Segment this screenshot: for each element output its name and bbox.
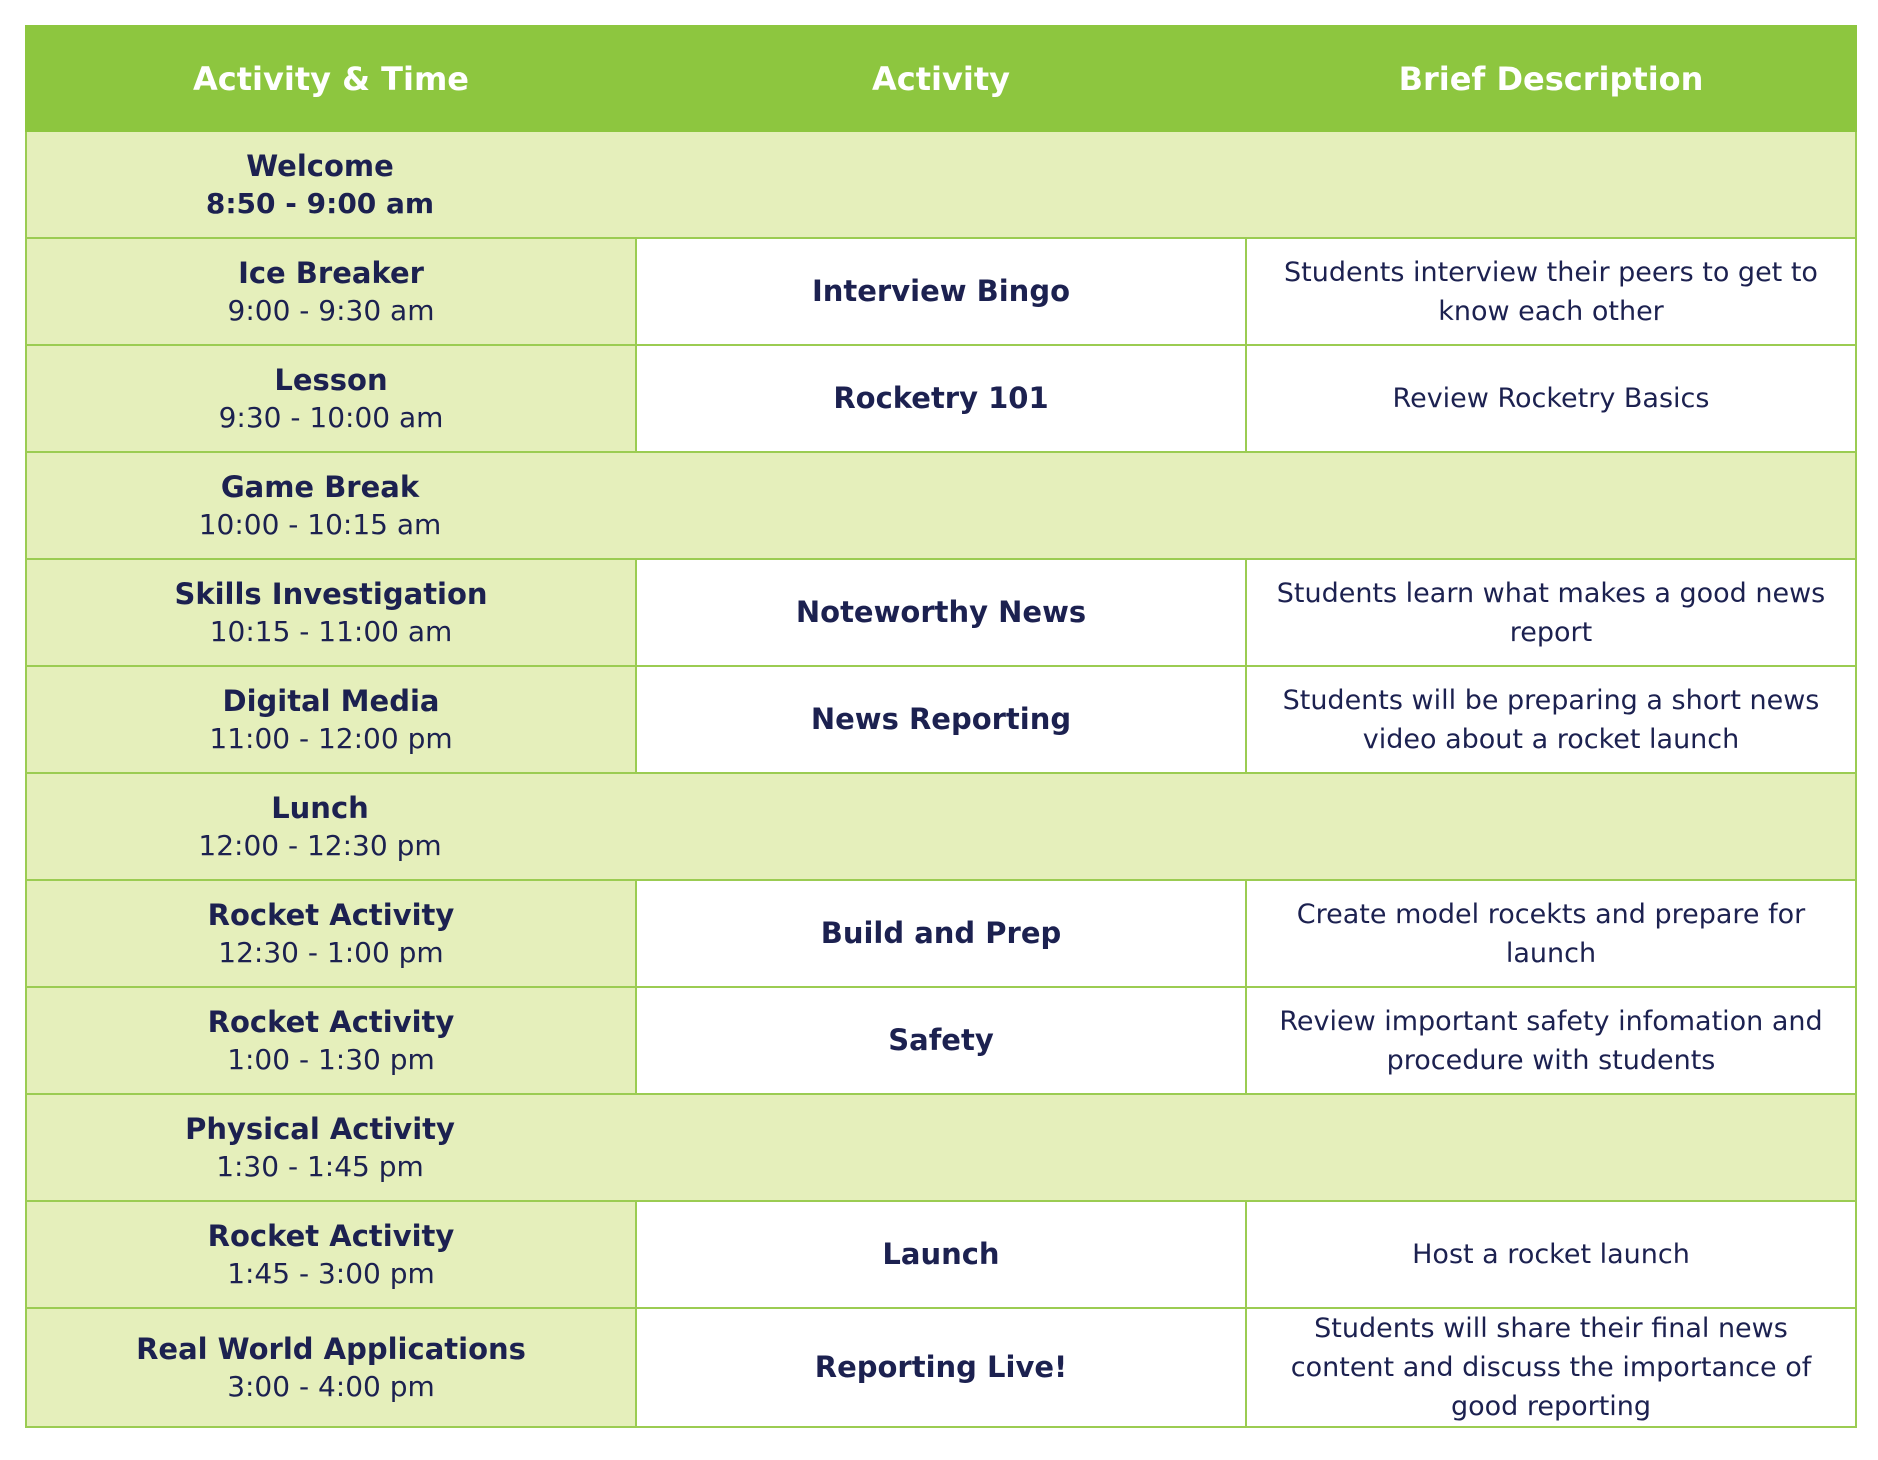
time-slot-content bbox=[39, 575, 623, 651]
break-row bbox=[26, 131, 1856, 238]
time-slot-cell bbox=[26, 238, 636, 345]
slot-title: Rocket Activity bbox=[207, 1004, 455, 1039]
slot-time: 3:00 - 4:00 pm bbox=[227, 1369, 435, 1403]
time-slot-cell bbox=[26, 1308, 636, 1427]
time-slot-content bbox=[27, 147, 613, 223]
table-row bbox=[26, 666, 1856, 773]
slot-title: Game Break bbox=[220, 469, 420, 504]
slot-title: Lesson bbox=[274, 362, 388, 397]
slot-time: 10:00 - 10:15 am bbox=[198, 507, 442, 541]
table-body bbox=[26, 131, 1856, 1427]
description-cell bbox=[1246, 345, 1856, 452]
time-slot-content bbox=[27, 468, 613, 544]
table-row bbox=[26, 559, 1856, 666]
table-header bbox=[26, 26, 1856, 131]
slot-time: 8:50 - 9:00 am bbox=[205, 186, 435, 220]
table-row bbox=[26, 1308, 1856, 1427]
time-slot-cell bbox=[26, 345, 636, 452]
time-slot-content bbox=[39, 896, 623, 972]
time-slot-content bbox=[39, 682, 623, 758]
time-slot-cell bbox=[26, 1094, 1856, 1201]
table-row bbox=[26, 880, 1856, 987]
description-cell bbox=[1246, 559, 1856, 666]
activity-cell bbox=[636, 1308, 1246, 1427]
slot-time: 12:00 - 12:30 pm bbox=[198, 828, 442, 862]
slot-title: Real World Applications bbox=[136, 1331, 526, 1366]
time-slot-cell bbox=[26, 880, 636, 987]
time-slot-cell bbox=[26, 987, 636, 1094]
time-slot-content bbox=[39, 1330, 623, 1406]
slot-time: 1:00 - 1:30 pm bbox=[227, 1042, 435, 1076]
slot-time: 12:30 - 1:00 pm bbox=[218, 935, 444, 969]
activity-cell bbox=[636, 345, 1246, 452]
header-row bbox=[26, 26, 1856, 131]
time-slot-content bbox=[27, 1110, 613, 1186]
activity-cell bbox=[636, 880, 1246, 987]
description-cell bbox=[1246, 1201, 1856, 1308]
activity-name: Noteworthy News bbox=[795, 595, 1087, 629]
activity-name: Safety bbox=[888, 1023, 994, 1057]
slot-title: Ice Breaker bbox=[238, 255, 424, 290]
description-cell bbox=[1246, 238, 1856, 345]
time-slot-cell bbox=[26, 131, 1856, 238]
time-slot-content bbox=[27, 789, 613, 865]
description-cell bbox=[1246, 880, 1856, 987]
time-slot-cell bbox=[26, 559, 636, 666]
activity-name: News Reporting bbox=[810, 702, 1072, 736]
description-text: Students interview their peers to get to know each other bbox=[1284, 256, 1818, 327]
slot-title: Rocket Activity bbox=[207, 1218, 455, 1253]
activity-name: Rocketry 101 bbox=[833, 381, 1049, 415]
activity-name: Build and Prep bbox=[820, 916, 1062, 950]
activity-name: Launch bbox=[882, 1237, 1000, 1271]
description-text: Review Rocketry Basics bbox=[1392, 383, 1710, 414]
header-brief-description: Brief Description bbox=[1246, 26, 1856, 131]
slot-title: Rocket Activity bbox=[207, 897, 455, 932]
slot-title: Lunch bbox=[271, 790, 369, 825]
slot-time: 11:00 - 12:00 pm bbox=[209, 721, 453, 755]
table-row bbox=[26, 238, 1856, 345]
description-text: Host a rocket launch bbox=[1412, 1239, 1690, 1270]
slot-title: Physical Activity bbox=[185, 1111, 455, 1146]
time-slot-content bbox=[39, 361, 623, 437]
activity-cell bbox=[636, 238, 1246, 345]
slot-time: 9:00 - 9:30 am bbox=[227, 293, 435, 327]
time-slot-cell bbox=[26, 452, 1856, 559]
header-activity-time: Activity & Time bbox=[26, 26, 636, 131]
slot-time: 1:45 - 3:00 pm bbox=[227, 1256, 435, 1290]
slot-title: Digital Media bbox=[222, 683, 440, 718]
description-cell bbox=[1246, 987, 1856, 1094]
time-slot-content bbox=[39, 254, 623, 330]
slot-title: Welcome bbox=[246, 148, 394, 183]
activity-name: Reporting Live! bbox=[814, 1350, 1068, 1384]
slot-title: Skills Investigation bbox=[174, 576, 488, 611]
break-row bbox=[26, 773, 1856, 880]
time-slot-content bbox=[39, 1217, 623, 1293]
slot-time: 9:30 - 10:00 am bbox=[218, 400, 444, 434]
activity-cell bbox=[636, 1201, 1246, 1308]
schedule-table bbox=[25, 25, 1857, 1428]
activity-cell bbox=[636, 987, 1246, 1094]
slot-time: 10:15 - 11:00 am bbox=[209, 614, 453, 648]
break-row bbox=[26, 1094, 1856, 1201]
time-slot-cell bbox=[26, 1201, 636, 1308]
break-row bbox=[26, 452, 1856, 559]
description-cell bbox=[1246, 666, 1856, 773]
description-text: Create model rocekts and prepare for launch bbox=[1296, 898, 1806, 969]
activity-cell bbox=[636, 666, 1246, 773]
time-slot-cell bbox=[26, 666, 636, 773]
table-row bbox=[26, 1201, 1856, 1308]
activity-cell bbox=[636, 559, 1246, 666]
slot-time: 1:30 - 1:45 pm bbox=[216, 1149, 424, 1183]
description-text: Students will be preparing a short news video about a rocket launch bbox=[1282, 684, 1820, 755]
activity-name: Interview Bingo bbox=[811, 274, 1071, 308]
description-text: Students will share their final news content and discuss the importance of good reporting bbox=[1290, 1313, 1812, 1422]
time-slot-cell bbox=[26, 773, 1856, 880]
description-cell bbox=[1246, 1308, 1856, 1427]
description-text: Review important safety infomation and procedure with students bbox=[1279, 1005, 1823, 1076]
time-slot-content bbox=[39, 1003, 623, 1079]
description-text: Students learn what makes a good news report bbox=[1276, 577, 1826, 648]
header-activity: Activity bbox=[636, 26, 1246, 131]
table-row bbox=[26, 345, 1856, 452]
table-row bbox=[26, 987, 1856, 1094]
